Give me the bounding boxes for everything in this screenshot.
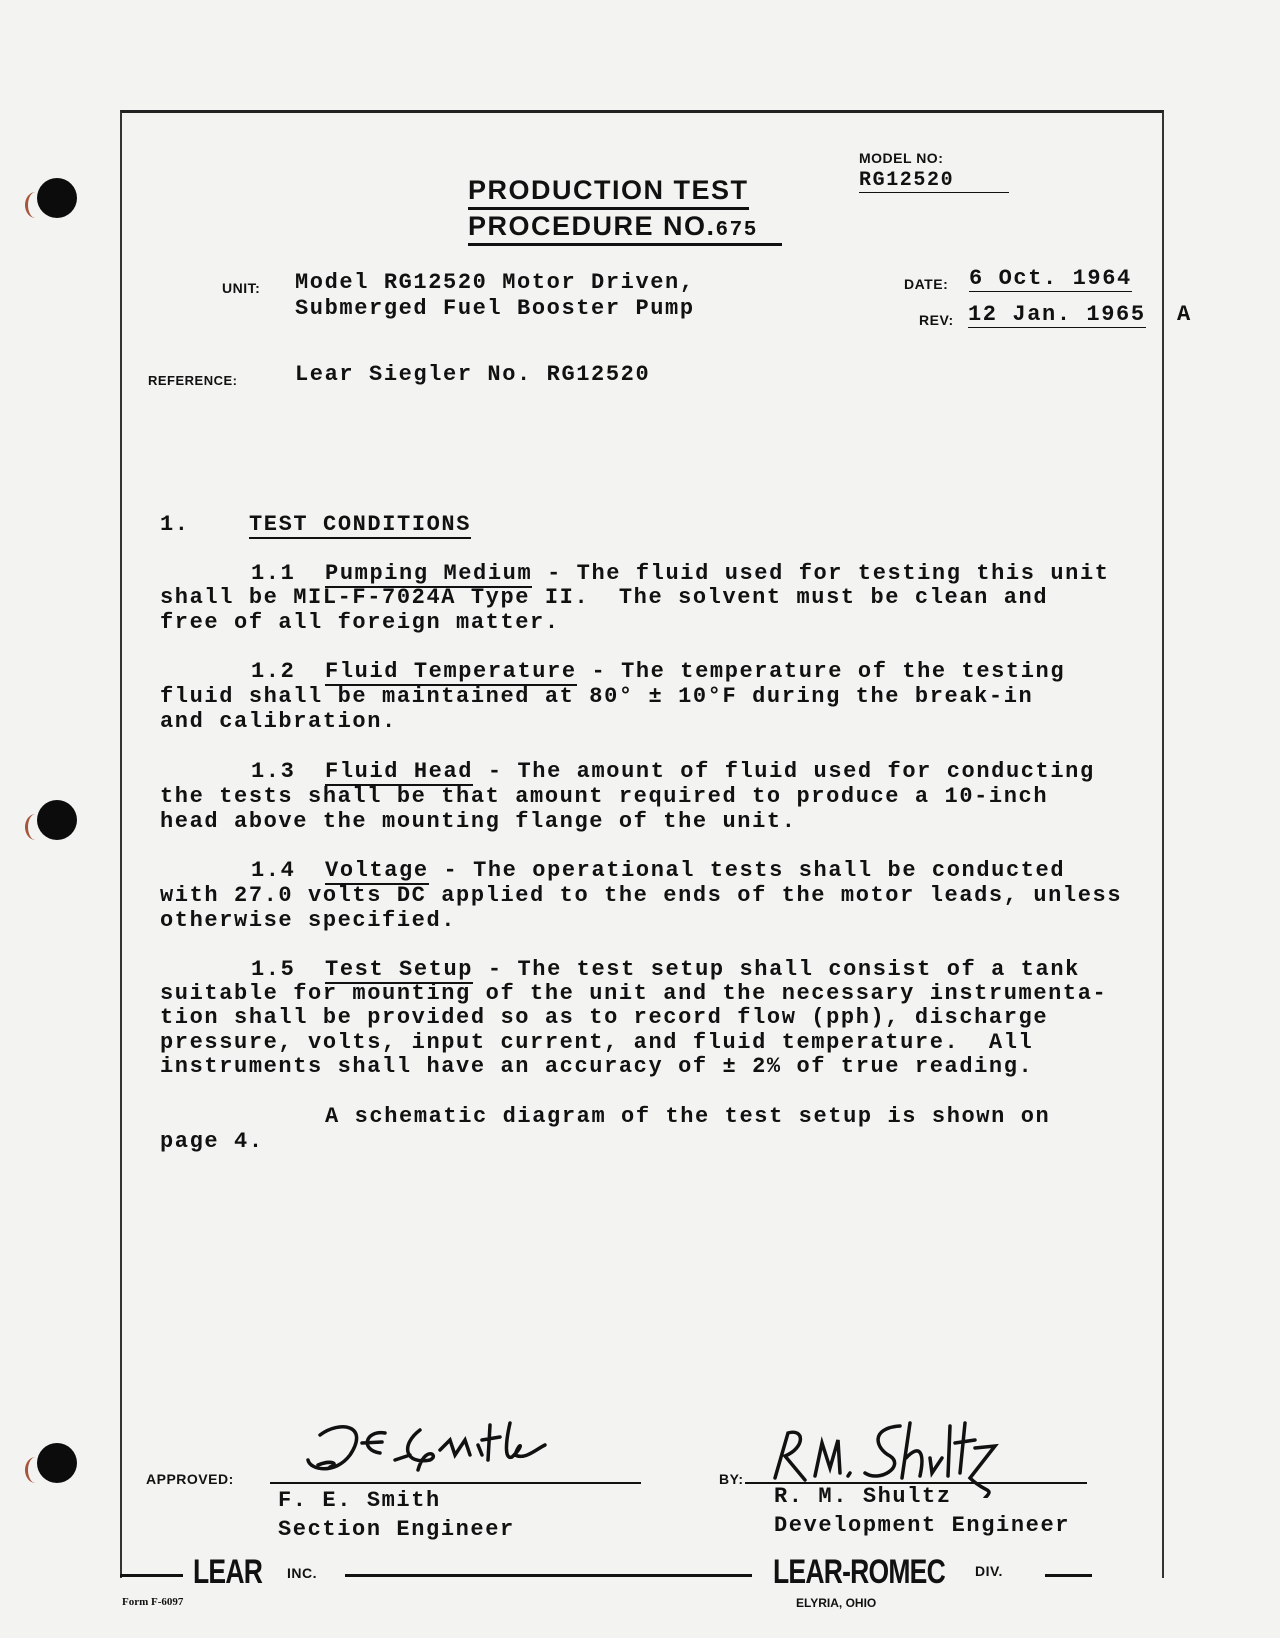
by-label: BY:	[719, 1471, 744, 1487]
footer-rule	[120, 1574, 183, 1577]
unit-line: Model RG12520 Motor Driven,	[295, 270, 695, 295]
footer-rule	[1045, 1574, 1092, 1577]
item-text: tion shall be provided so as to record flow (pph), discharge	[160, 1005, 1049, 1030]
title-line-1: PRODUCTION TEST	[468, 175, 749, 210]
item-text: the tests shall be that amount required to produce a 10-inch	[160, 784, 1049, 809]
item-heading: Fluid Head	[325, 759, 474, 784]
binder-hole	[37, 178, 77, 218]
item-text: - The test setup shall consist of a tank	[473, 957, 1080, 982]
item-heading: Fluid Temperature	[325, 659, 577, 684]
item-text: - The fluid used for testing this unit	[532, 561, 1110, 586]
approved-signature	[300, 1415, 570, 1485]
rev-value: 12 Jan. 1965	[968, 302, 1146, 327]
item-number: 1.2	[251, 659, 296, 684]
item-text: shall be MIL-F-7024A Type II. The solvent must be clean and	[160, 585, 1049, 610]
item-text: and calibration.	[160, 709, 397, 734]
by-title: Development Engineer	[774, 1513, 1071, 1538]
approved-label: APPROVED:	[146, 1471, 234, 1487]
item-text: suitable for mounting of the unit and the necessary instrumenta-	[160, 981, 1108, 1006]
reference-label: REFERENCE:	[148, 373, 238, 388]
date-label: DATE:	[904, 276, 949, 292]
division-suffix: DIV.	[975, 1563, 1003, 1579]
approved-title: Section Engineer	[278, 1517, 515, 1542]
binder-hole	[37, 800, 77, 840]
form-number: Form F-6097	[122, 1596, 184, 1608]
item-number: 1.4	[251, 858, 296, 883]
company-suffix: INC.	[287, 1565, 317, 1581]
note-text: A schematic diagram of the test setup is shown on	[325, 1104, 1051, 1129]
model-number-field	[851, 132, 1009, 193]
item-heading: Voltage	[325, 858, 429, 883]
unit-line: Submerged Fuel Booster Pump	[295, 296, 695, 321]
item-text: - The operational tests shall be conducted	[428, 858, 1066, 883]
item-number: 1.1	[251, 561, 296, 586]
item-text: instruments shall have an accuracy of ± 2% of true reading.	[160, 1054, 1034, 1079]
company-logo: LEAR	[193, 1553, 263, 1591]
reference-value: Lear Siegler No. RG12520	[295, 362, 651, 387]
binder-hole	[37, 1443, 77, 1483]
item-text: head above the mounting flange of the unit.	[160, 809, 797, 834]
model-value: RG12520	[859, 169, 1009, 193]
item-text: with 27.0 volts DC applied to the ends of the motor leads, unless	[160, 883, 1123, 908]
rev-letter: A	[1177, 302, 1192, 327]
by-name: R. M. Shultz	[774, 1484, 952, 1509]
item-number: 1.5	[251, 957, 296, 982]
item-heading: Pumping Medium	[325, 561, 533, 586]
item-number: 1.3	[251, 759, 296, 784]
item-text: - The amount of fluid used for conducting	[473, 759, 1095, 784]
model-label: MODEL NO:	[859, 150, 944, 166]
title-line-2	[468, 211, 782, 246]
item-heading: Test Setup	[325, 957, 474, 982]
division-logo: LEAR-ROMEC	[773, 1553, 945, 1591]
form-border	[120, 110, 1164, 1578]
location: ELYRIA, OHIO	[796, 1596, 877, 1610]
section-heading: TEST CONDITIONS	[249, 512, 472, 537]
item-text: free of all foreign matter.	[160, 610, 560, 635]
procedure-number: 675	[715, 219, 758, 242]
approved-signature-line	[270, 1482, 641, 1484]
unit-label: UNIT:	[222, 280, 261, 296]
item-text: pressure, volts, input current, and fluid temperature. All	[160, 1030, 1034, 1055]
rev-label: REV:	[919, 312, 954, 328]
section-number: 1.	[160, 512, 190, 537]
item-text: otherwise specified.	[160, 908, 457, 933]
item-text: fluid shall be maintained at 80° ± 10°F during the break-in	[160, 684, 1034, 709]
procedure-label: PROCEDURE NO.	[468, 211, 716, 241]
item-text: - The temperature of the testing	[576, 659, 1066, 684]
footer-rule	[345, 1574, 752, 1577]
approved-name: F. E. Smith	[278, 1488, 441, 1513]
note-text: page 4.	[160, 1129, 264, 1154]
date-value: 6 Oct. 1964	[969, 266, 1132, 291]
